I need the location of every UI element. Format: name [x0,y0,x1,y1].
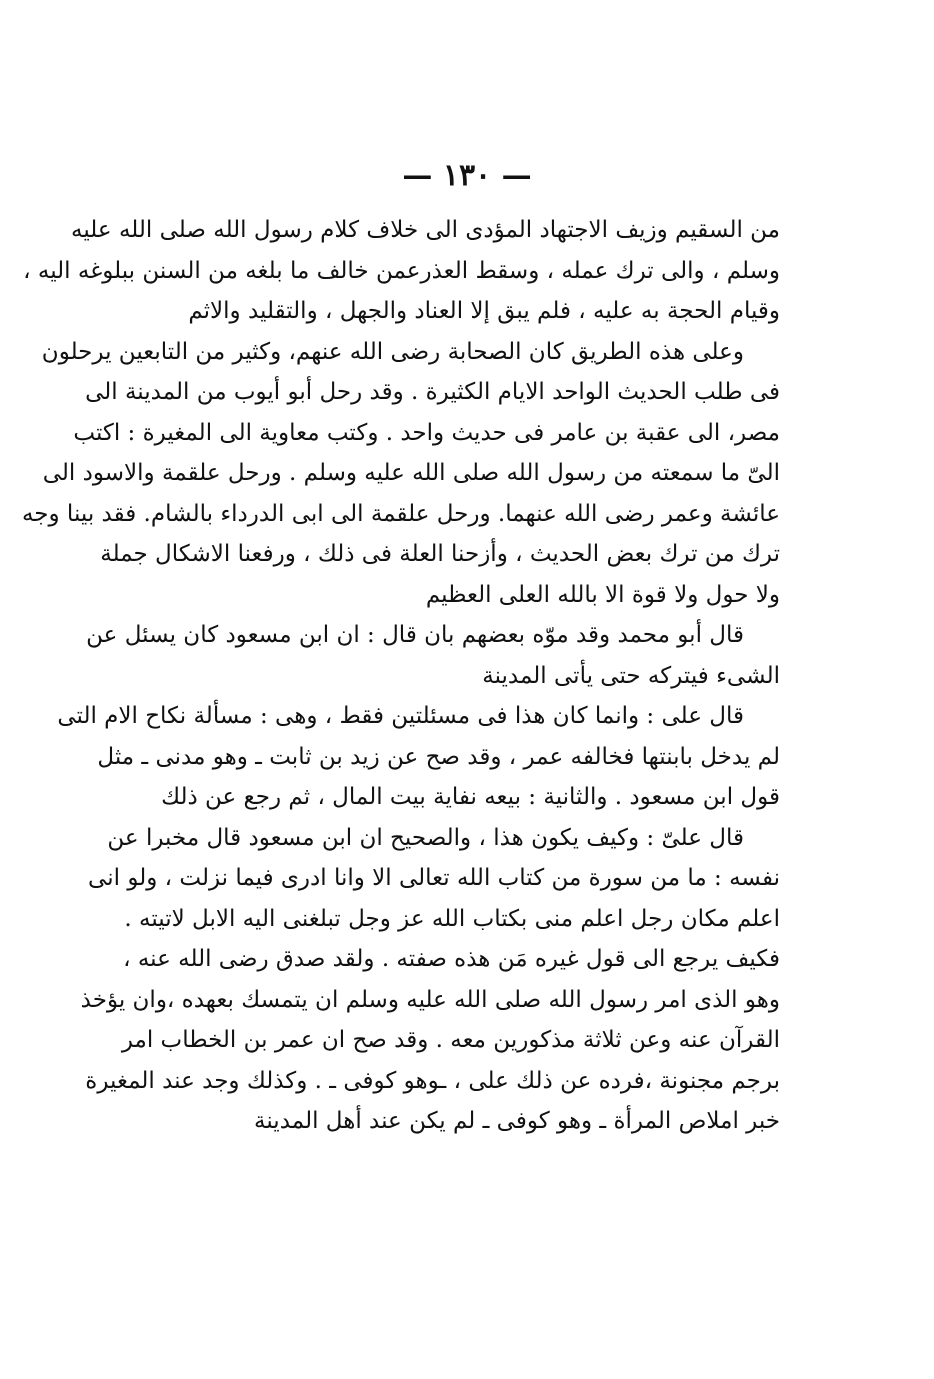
text-line: وقيام الحجة به عليه ، فلم يبق إلا العناد والجهل ، والتقليد والاثم [188,298,780,324]
text-line: وعلى هذه الطريق كان الصحابة رضى الله عنهم، وكثير من التابعين يرحلون [41,338,744,365]
text-line: عائشة وعمر رضى الله عنهما. ورحل علقمة الى ابى الدرداء بالشام. فقد بينا وجه [21,500,780,527]
text-line: وهو الذى امر رسول الله صلى الله عليه وسلم ان يتمسك بعهده ،وان يؤخذ [80,986,780,1013]
text-line: خبر املاص المرأة ـ وهو كوفى ـ لم يكن عند أهل المدينة [254,1108,780,1134]
page-body-text [21,210,780,1142]
text-line: وسلم ، والى ترك عمله ، وسقط العذرعمن خالف ما بلغه من السنن ببلوغه اليه ، [23,257,780,284]
text-line: قال علىّ : وكيف يكون هذا ، والصحيح ان ابن مسعود قال مخبرا عن [107,824,744,851]
text-line: برجم مجنونة ،فرده عن ذلك على ، ـوهو كوفى ـ . وكذلك وجد عند المغيرة [85,1067,780,1094]
text-line: ترك من ترك بعض الحديث ، وأزحنا العلة فى ذلك ، ورفعنا الاشكال جملة [100,541,780,567]
text-line: فى طلب الحديث الواحد الايام الكثيرة . وقد رحل أبو أيوب من المدينة الى [85,379,780,405]
text-line: الىّ ما سمعته من رسول الله صلى الله عليه وسلم . ورحل علقمة والاسود الى [42,460,780,486]
text-line: ولا حول ولا قوة الا بالله العلى العظيم [425,581,780,608]
text-line: قال على : وانما كان هذا فى مسئلتين فقط ، وهى : مسألة نكاح الام التى [57,703,744,729]
text-line: لم يدخل بابنتها فخالفه عمر ، وقد صح عن زيد بن ثابت ـ وهو مدنى ـ مثل [97,743,780,770]
text-line: الشىء فيتركه حتى يأتى المدينة [482,662,780,689]
text-line: مصر، الى عقبة بن عامر فى حديث واحد . وكتب معاوية الى المغيرة : اكتب [73,419,780,446]
text-line: قول ابن مسعود . والثانية : بيعه نفاية بيت المال ، ثم رجع عن ذلك [161,784,780,810]
text-line: اعلم مكان رجل اعلم منى بكتاب الله عز وجل تبلغنى اليه الابل لاتيته . [124,905,780,932]
text-line: نفسه : ما من سورة من كتاب الله تعالى الا وانا ادرى فيما نزلت ، ولو انى [88,865,780,891]
page-number: — ١٣٠ — [402,158,532,193]
text-line: قال أبو محمد وقد موّه بعضهم بان قال : ان ابن مسعود كان يسئل عن [86,622,744,648]
text-line: القرآن عنه وعن ثلاثة مذكورين معه . وقد صح ان عمر بن الخطاب امر [121,1027,780,1053]
text-line: من السقيم وزيف الاجتهاد المؤدى الى خلاف كلام رسول الله صلى الله عليه [71,217,780,243]
text-line: فكيف يرجع الى قول غيره مَن هذه صفته . ولقد صدق رضى الله عنه ، [123,946,780,972]
